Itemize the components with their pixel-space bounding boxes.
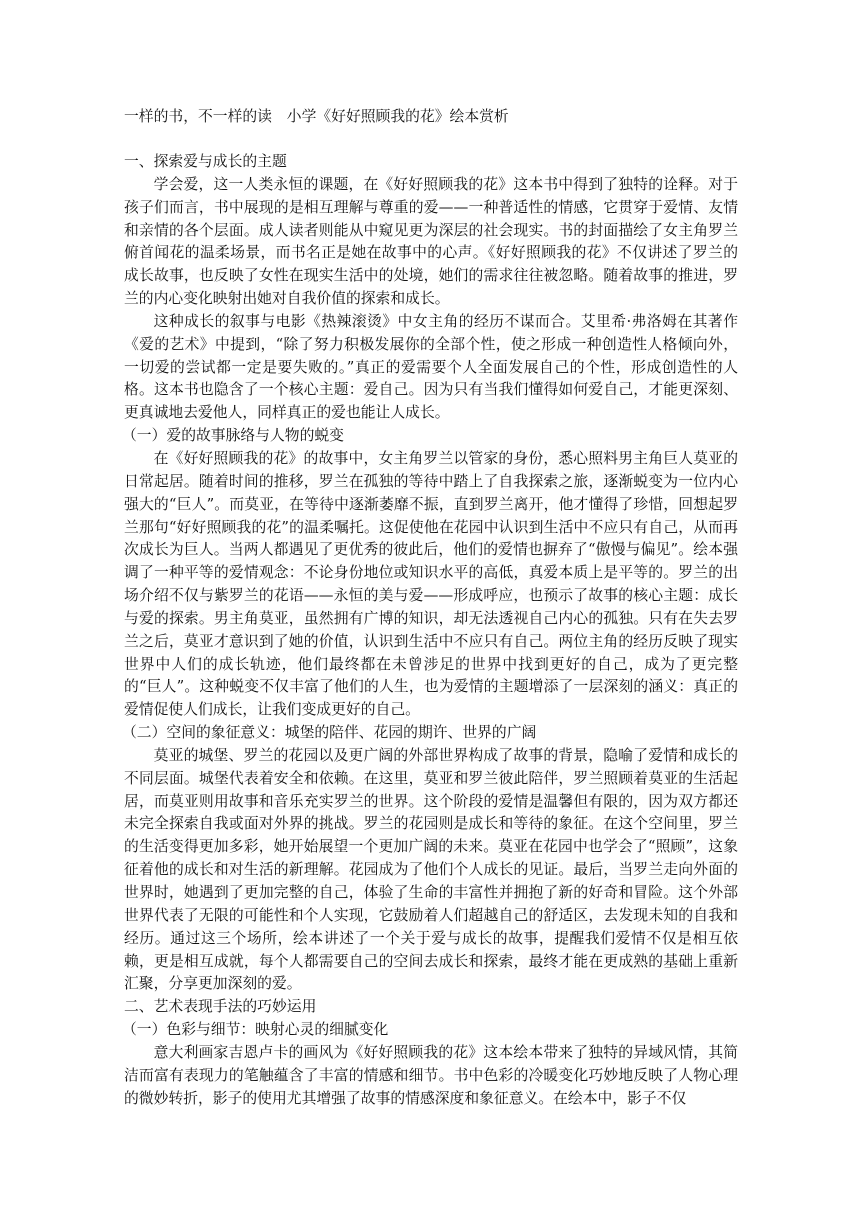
subsection-heading: （一）色彩与细节：映射心灵的细腻变化 bbox=[122, 1021, 389, 1039]
paragraph: 这种成长的叙事与电影《热辣滚烫》中女主角的经历不谋而合。艾里希·弗洛姆在其著作《爱的艺术》中提到，“除了努力积极发展你的全部个性，使之形成一种创造性人格倾向外，一切爱的尝试都一定是要失败的。”真正的爱需要个人全面发展自己的个性，形成创造性的人格。这本书也隐含了一个核心主题：爱自己。因为只有当我们懂得如何爱自己，才能更深刻、更真诚地去爱他人，同样真正的爱也能让人成长。 bbox=[124, 312, 738, 422]
subsection-heading: （二）空间的象征意义：城堡的陪伴、花园的期许、世界的广阔 bbox=[122, 724, 537, 742]
document-title: 一样的书，不一样的读 小学《好好照顾我的花》绘本赏析 bbox=[124, 108, 509, 125]
paragraph: 莫亚的城堡、罗兰的花园以及更广阔的外部世界构成了故事的背景，隐喻了爱情和成长的不同层面。城堡代表着安全和依赖。在这里，莫亚和罗兰彼此陪伴，罗兰照顾着莫亚的生活起居，而莫亚则用故事和音乐充实罗兰的世界。这个阶段的爱情是温馨但有限的，因为双方都还未完全探索自我或面对外界的挑战。罗兰的花园则是成长和等待的象征。在这个空间里，罗兰的生活变得更加多彩，她开始展望一个更加广阔的未来。莫亚在花园中也学会了“照顾”，这象征着他的成长和对生活的新理解。花园成为了他们个人成长的见证。最后，当罗兰走向外面的世界时，她遇到了更加完整的自己，体验了生命的丰富性并拥抱了新的好奇和冒险。这个外部世界代表了无限的可能性和个人实现，它鼓励着人们超越自己的舒适区，去发现未知的自我和经历。通过这三个场所，绘本讲述了一个关于爱与成长的故事，提醒我们爱情不仅是相互依赖，更是相互成就，每个人都需要自己的空间去成长和探索，最终才能在更成熟的基础上重新汇聚，分享更加深刻的爱。 bbox=[124, 746, 738, 993]
subsection-heading: （一）爱的故事脉络与人物的蜕变 bbox=[122, 427, 344, 445]
paragraph: 意大利画家吉恩卢卡的画风为《好好照顾我的花》这本绘本带来了独特的异域风情，其简洁而富有表现力的笔触蕴含了丰富的情感和细节。书中色彩的冷暖变化巧妙地反映了人物心理的微妙转折，影子的使用尤其增强了故事的情感深度和象征意义。在绘本中，影子不仅 bbox=[124, 1043, 738, 1107]
section-heading: 二、艺术表现手法的巧妙运用 bbox=[124, 998, 317, 1016]
paragraph: 学会爱，这一人类永恒的课题，在《好好照顾我的花》这本书中得到了独特的诠释。对于孩子们而言，书中展现的是相互理解与尊重的爱——一种普适性的情感，它贯穿于爱情、友情和亲情的各个层面。成人读者则能从中窥见更为深层的社会现实。书的封面描绘了女主角罗兰俯首闻花的温柔场景，而书名正是她在故事中的心声。《好好照顾我的花》不仅讲述了罗兰的成长故事，也反映了女性在现实生活中的处境，她们的需求往往被忽略。随着故事的推进，罗兰的内心变化映射出她对自我价值的探索和成长。 bbox=[124, 175, 738, 308]
paragraph: 在《好好照顾我的花》的故事中，女主角罗兰以管家的身份，悉心照料男主角巨人莫亚的日常起居。随着时间的推移，罗兰在孤独的等待中踏上了自我探索之旅，逐渐蜕变为一位内心强大的“巨人”。而莫亚，在等待中逐渐萎靡不振，直到罗兰离开，他才懂得了珍惜，回想起罗兰那句“好好照顾我的花”的温柔嘱托。这促使他在花园中认识到生活中不应只有自己，从而再次成长为巨人。当两人都遇见了更优秀的彼此后，他们的爱情也摒弃了“傲慢与偏见”。绘本强调了一种平等的爱情观念：不论身份地位或知识水平的高低，真爱本质上是平等的。罗兰的出场介绍不仅与紫罗兰的花语——永恒的美与爱——形成呼应，也预示了故事的核心主题：成长与爱的探索。男主角莫亚，虽然拥有广博的知识，却无法透视自己内心的孤独。只有在失去罗兰之后，莫亚才意识到了她的价值，认识到生活中不应只有自己。两位主角的经历反映了现实世界中人们的成长轨迹，他们最终都在未曾涉足的世界中找到更好的自己，成为了更完整的“巨人”。这种蜕变不仅丰富了他们的人生，也为爱情的主题增添了一层深刻的涵义：真正的爱情促使人们成长，让我们变成更好的自己。 bbox=[124, 449, 738, 719]
section-heading: 一、探索爱与成长的主题 bbox=[124, 153, 287, 170]
document-body bbox=[124, 151, 738, 1110]
